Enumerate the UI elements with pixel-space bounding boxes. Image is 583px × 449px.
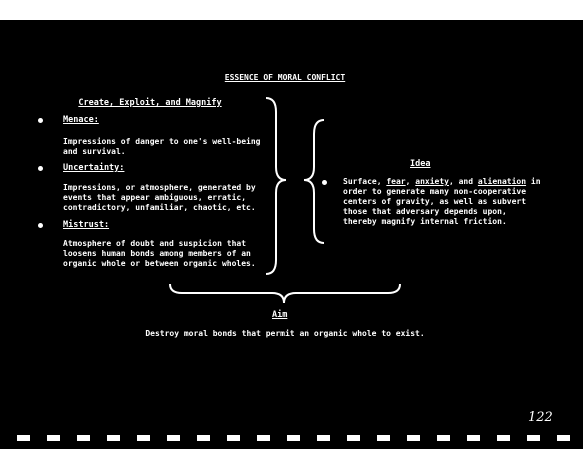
sprocket-hole [497, 435, 510, 441]
slide [0, 20, 583, 449]
aim-heading: Aim [272, 310, 288, 320]
right-brace-icon [304, 120, 324, 243]
idea-heading: Idea [410, 159, 431, 169]
sprocket-hole [107, 435, 120, 441]
idea-anxiety: anxiety [415, 177, 449, 186]
idea-text-part: Surface, [343, 177, 387, 186]
idea-fear: fear [386, 177, 406, 186]
sprocket-hole [227, 435, 240, 441]
bottom-brace-icon [170, 284, 400, 303]
idea-alienation: alienation [477, 177, 527, 186]
left-heading: Create, Exploit, and Magnify [78, 98, 222, 108]
sprocket-hole [467, 435, 480, 441]
sprocket-hole [437, 435, 450, 441]
sprocket-hole [527, 435, 540, 441]
desc-uncertainty: Impressions, or atmosphere, generated by events that appear ambiguous, erratic, contradictory, unfamiliar, chaotic, etc. [63, 183, 256, 212]
sprocket-hole [257, 435, 270, 441]
sprocket-hole [47, 435, 60, 441]
term-mistrust: Mistrust: [63, 220, 110, 230]
sprocket-hole [407, 435, 420, 441]
idea-text-part: , and [448, 177, 478, 186]
sprocket-hole [77, 435, 90, 441]
page-number: 122 [528, 410, 553, 425]
sprocket-hole [167, 435, 180, 441]
desc-menace: Impressions of danger to one's well-being and survival. [63, 137, 261, 156]
sprocket-hole [17, 435, 30, 441]
sprocket-hole [317, 435, 330, 441]
sprocket-hole [287, 435, 300, 441]
idea-rest: order to generate many non-cooperative centers of gravity, as well as subvert those that adversary depends upon, thereby magnify internal friction. [343, 187, 527, 226]
sprocket-hole [557, 435, 570, 441]
sprocket-hole [137, 435, 150, 441]
term-menace: Menace: [63, 115, 99, 125]
idea-text-part: , [405, 177, 416, 186]
idea-text-part: in [526, 177, 541, 186]
term-uncertainty: Uncertainty: [63, 163, 125, 173]
sprocket-hole [377, 435, 390, 441]
film-sprockets [0, 435, 583, 443]
desc-mistrust: Atmosphere of doubt and suspicion that loosens human bonds among members of an organic whole or between organic wholes. [63, 239, 256, 268]
slide-title: ESSENCE OF MORAL CONFLICT [224, 73, 346, 82]
sprocket-hole [347, 435, 360, 441]
sprocket-hole [197, 435, 210, 441]
aim-text: Destroy moral bonds that permit an organic whole to exist. [145, 329, 425, 338]
left-brace-icon [266, 98, 286, 274]
brace-graphics [0, 20, 583, 449]
